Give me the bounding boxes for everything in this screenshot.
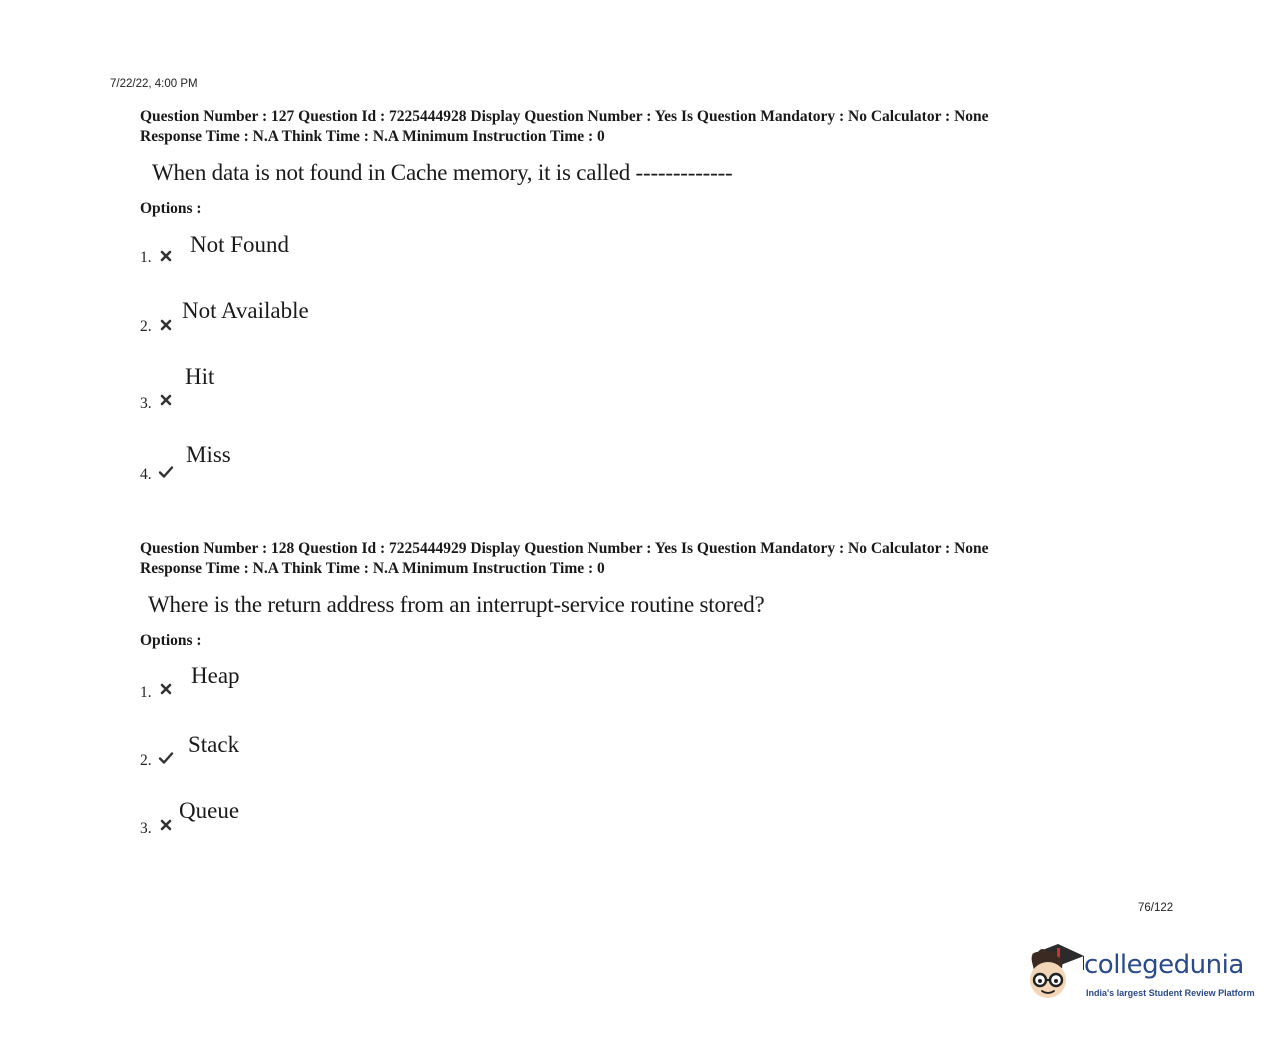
question-meta-line: Response Time : N.A Think Time : N.A Minimum Instruction Time : 0 bbox=[140, 127, 605, 145]
option-number: 3. bbox=[140, 820, 152, 837]
option-item bbox=[140, 442, 540, 482]
page-number: 76/122 bbox=[1138, 902, 1174, 914]
options-label: Options : bbox=[140, 200, 202, 217]
collegedunia-logo bbox=[1024, 940, 1264, 1010]
option-number: 1. bbox=[140, 249, 152, 266]
cross-icon bbox=[158, 248, 174, 264]
option-text: Heap bbox=[191, 663, 240, 688]
check-icon bbox=[158, 464, 174, 480]
question-meta-line: Question Number : 128 Question Id : 7225444929 Display Question Number : Yes Is Question Mandatory : No Calculator : None bbox=[140, 540, 989, 557]
option-item bbox=[140, 798, 540, 838]
cross-icon bbox=[158, 392, 174, 408]
option-text: Queue bbox=[179, 798, 240, 823]
option-text: Miss bbox=[186, 442, 231, 467]
option-number: 4. bbox=[140, 466, 152, 483]
question-meta-line: Response Time : N.A Think Time : N.A Minimum Instruction Time : 0 bbox=[140, 559, 605, 577]
option-item bbox=[140, 732, 540, 772]
logo-wordmark: collegedunia bbox=[1084, 950, 1244, 980]
option-number: 3. bbox=[140, 395, 152, 412]
option-number: 2. bbox=[140, 318, 152, 335]
option-item bbox=[140, 663, 540, 703]
option-text: Stack bbox=[188, 732, 240, 757]
cross-icon bbox=[158, 681, 174, 697]
logo-tagline: India's largest Student Review Platform bbox=[1086, 988, 1255, 998]
mascot-icon bbox=[1024, 940, 1084, 1008]
cross-icon bbox=[158, 817, 174, 833]
cross-icon bbox=[158, 317, 174, 333]
option-item bbox=[140, 232, 540, 272]
option-text: Hit bbox=[185, 364, 215, 389]
option-text: Not Available bbox=[182, 298, 309, 323]
question-block bbox=[140, 539, 1140, 837]
option-item bbox=[140, 298, 540, 338]
option-number: 2. bbox=[140, 752, 152, 769]
question-meta-line: Question Number : 127 Question Id : 7225444928 Display Question Number : Yes Is Question Mandatory : No Calculator : None bbox=[140, 108, 989, 125]
question-block bbox=[140, 107, 1140, 483]
check-icon bbox=[158, 750, 174, 766]
option-item bbox=[140, 364, 540, 412]
option-text: Not Found bbox=[190, 232, 290, 257]
print-date: 7/22/22, 4:00 PM bbox=[110, 78, 198, 90]
option-number: 1. bbox=[140, 684, 152, 701]
options-label: Options : bbox=[140, 632, 202, 649]
question-text: When data is not found in Cache memory, it is called ------------- bbox=[152, 160, 733, 185]
question-text: Where is the return address from an interrupt-service routine stored? bbox=[148, 592, 765, 617]
